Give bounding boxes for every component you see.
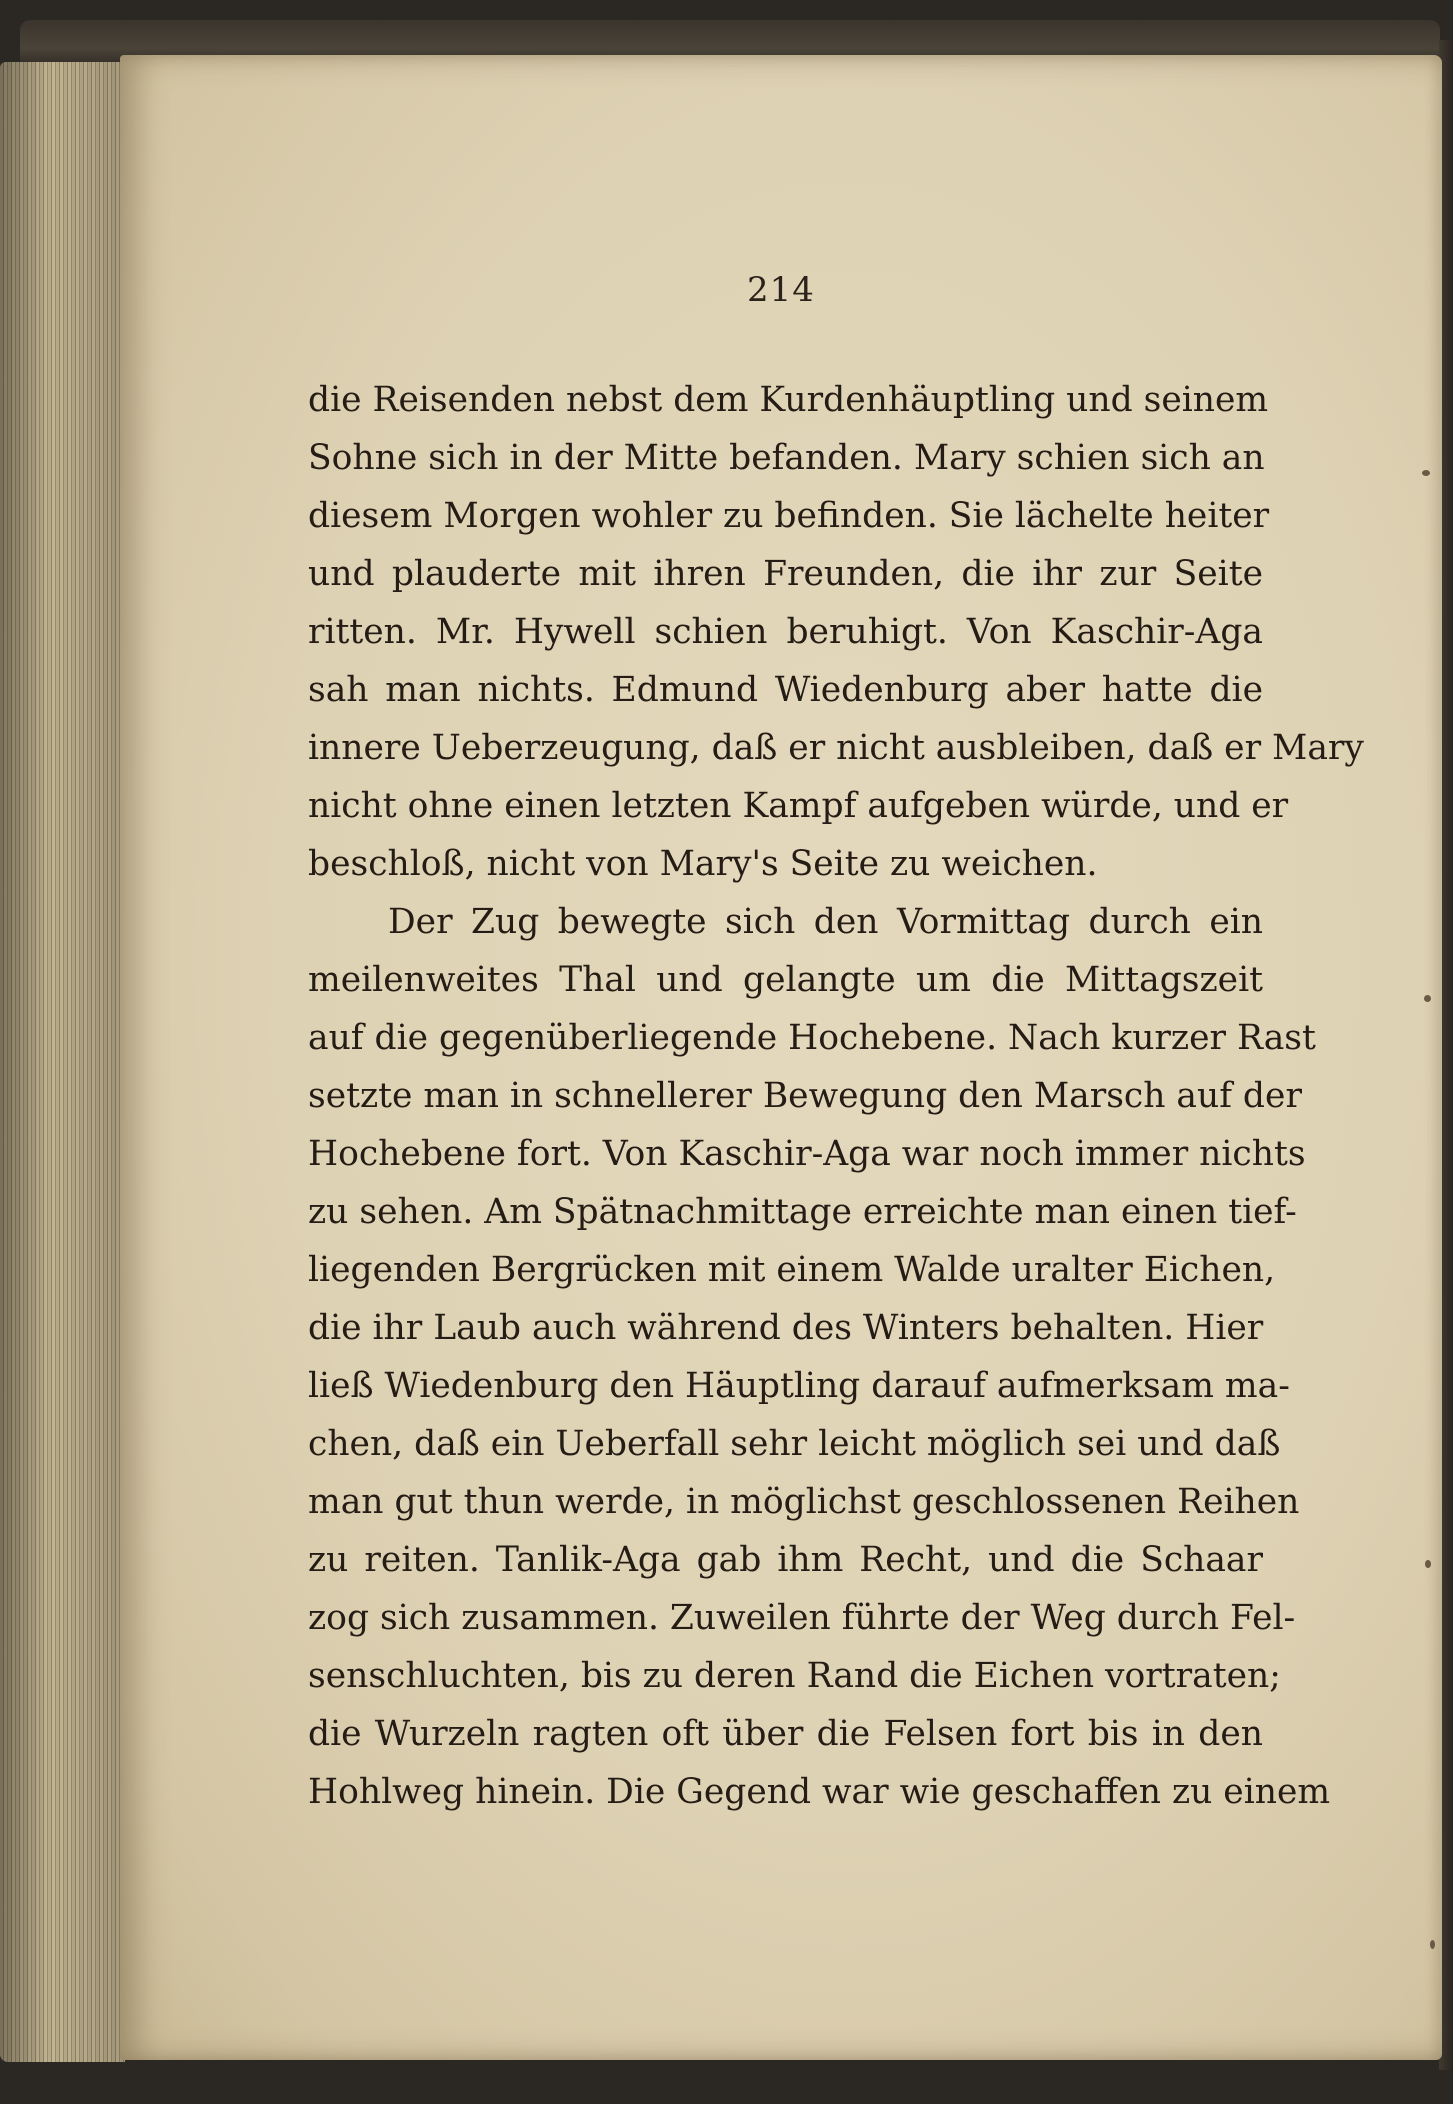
paper-speck [1422, 470, 1430, 476]
text-line-paragraph-start: Der Zug bewegte sich den Vormittag durch ein [388, 902, 1263, 942]
text-line: ritten. Mr. Hywell schien beruhigt. Von Kaschir-Aga [308, 612, 1263, 652]
text-line: zog sich zusammen. Zuweilen führte der Weg durch Fel- [308, 1598, 1296, 1638]
text-line: innere Ueberzeugung, daß er nicht ausbleiben, daß er Mary [308, 728, 1364, 768]
text-line: sah man nichts. Edmund Wiedenburg aber hatte die [308, 670, 1263, 710]
text-line: nicht ohne einen letzten Kampf aufgeben würde, und er [308, 786, 1289, 826]
page-number: 214 [747, 270, 815, 310]
page-body-text [308, 371, 1364, 1821]
text-line: die ihr Laub auch während des Winters behalten. Hier [308, 1308, 1264, 1348]
paper-speck [1425, 1560, 1431, 1568]
text-line: setzte man in schnellerer Bewegung den Marsch auf der [308, 1076, 1302, 1116]
text-line: Sohne sich in der Mitte befanden. Mary schien sich an [308, 438, 1265, 478]
text-line: ließ Wiedenburg den Häuptling darauf aufmerksam ma- [308, 1366, 1290, 1406]
book-page [120, 55, 1442, 2060]
text-line: man gut thun werde, in möglichst geschlossenen Reihen [308, 1482, 1300, 1522]
text-line: und plauderte mit ihren Freunden, die ihr zur Seite [308, 554, 1263, 594]
text-line: liegenden Bergrücken mit einem Walde uralter Eichen, [308, 1250, 1276, 1290]
paper-speck [1424, 995, 1431, 1002]
paper-speck [1430, 1940, 1435, 1949]
text-line: die Reisenden nebst dem Kurdenhäuptling und seinem [308, 380, 1269, 420]
text-line: die Wurzeln ragten oft über die Felsen fort bis in den [308, 1714, 1263, 1754]
text-line: senschluchten, bis zu deren Rand die Eichen vortraten; [308, 1656, 1281, 1696]
text-line: diesem Morgen wohler zu befinden. Sie lächelte heiter [308, 496, 1270, 536]
page-stack-shadow [0, 62, 125, 2062]
text-line: zu reiten. Tanlik-Aga gab ihm Recht, und die Schaar [308, 1540, 1263, 1580]
text-line-paragraph-end: beschloß, nicht von Mary's Seite zu weichen. [308, 844, 1098, 884]
text-line: Hohlweg hinein. Die Gegend war wie geschaffen zu einem [308, 1772, 1331, 1812]
text-line: zu sehen. Am Spätnachmittage erreichte man einen tief- [308, 1192, 1297, 1232]
text-line: Hochebene fort. Von Kaschir-Aga war noch immer nichts [308, 1134, 1306, 1174]
text-line: chen, daß ein Ueberfall sehr leicht möglich sei und daß [308, 1424, 1281, 1464]
text-line: auf die gegenüberliegende Hochebene. Nach kurzer Rast [308, 1018, 1316, 1058]
text-line: meilenweites Thal und gelangte um die Mittagszeit [308, 960, 1263, 1000]
